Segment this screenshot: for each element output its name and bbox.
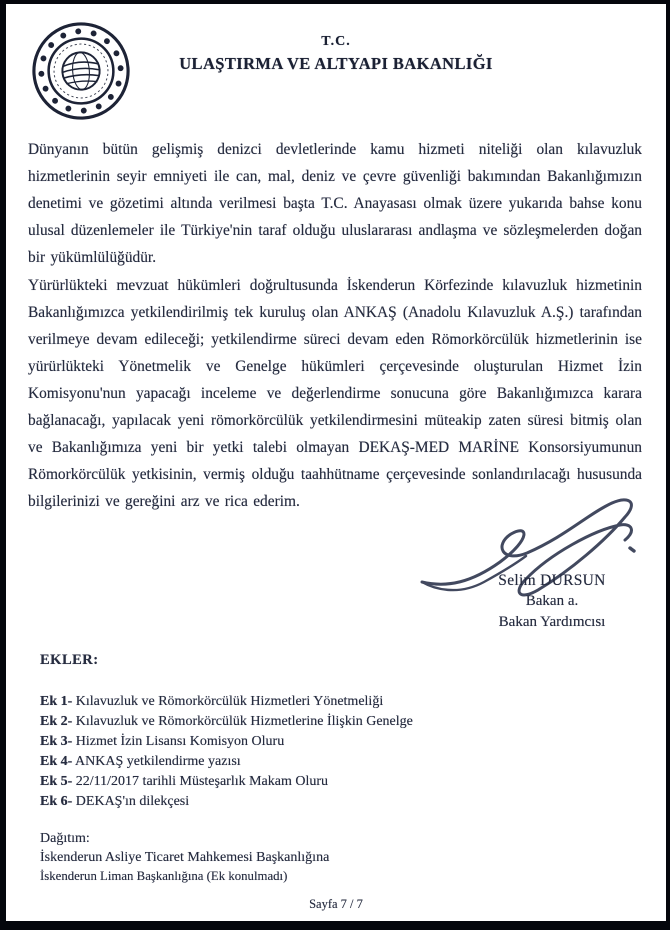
attachment-item [40, 792, 413, 812]
attachment-label: Ek 1- [40, 694, 73, 709]
signer-title-1: Bakan a. [525, 593, 579, 609]
ministry-title: ULAŞTIRMA VE ALTYAPI BAKANLIĞI [179, 54, 493, 73]
attachment-item [40, 732, 413, 752]
attachment-label: Ek 2- [40, 714, 73, 729]
distribution-line: İskenderun Liman Başkanlığına (Ek konulmadı) [40, 869, 288, 883]
attachment-item [40, 772, 413, 792]
attachment-text: 22/11/2017 tarihli Müsteşarlık Makam Oluru [75, 774, 329, 789]
attachments-list [40, 692, 413, 812]
attachment-text: DEKAŞ'ın dilekçesi [75, 794, 190, 809]
distribution-line: İskenderun Asliye Ticaret Mahkemesi Başkanlığına [40, 849, 330, 865]
attachment-text: Kılavuzluk ve Römorkörcülük Hizmetlerine İlişkin Genelge [75, 714, 413, 729]
attachment-text: Hizmet İzin Lisansı Komisyon Oluru [75, 734, 285, 749]
attachment-item [40, 712, 413, 732]
distribution-block [40, 830, 329, 886]
letterhead [6, 34, 666, 74]
attachment-item [40, 752, 413, 772]
body-paragraph-2: Yürürlükteki mevzuat hükümleri doğrultusunda İskenderun Körfezinde kılavuzluk hizmetinin Bakanlığımızca yetkilendirilmiş tek kuruluş olan ANKAŞ (Anadolu Kılavuzluk A.Ş.) tarafından verilmeye devam edileceği; yetkilendirme süreci devam eden Römorkörcülük hizmetlerinin ise yürürlükteki Yönetmelik ve Genelge hükümleri çerçevesinde oluşturulan Hizmet İzin Komisyonu'nun yapacağı inceleme ve değerlendirme sonucuna göre Bakanlığımızca karara bağlanacağı, yapılacak yeni römorkörcülük yetkilendirmesini müteakip zaten süresi bitmiş olan ve Bakanlığımıza yeni bir yetki talebi olmayan DEKAŞ-MED MARİNE Konsorsiyumunun Römorkörcülük yetkisinin, vermiş olduğu taahhütname çerçevesinde sonlandırılacağı hususunda bilgilerinizi ve gereğini arz ve rica ederim. [28, 277, 642, 510]
attachment-label: Ek 4- [40, 754, 73, 769]
attachment-text: ANKAŞ yetkilendirme yazısı [75, 754, 241, 769]
body-paragraph-1: Dünyanın bütün gelişmiş denizci devletlerinde kamu hizmeti niteliği olan kılavuzluk hizmetlerinin seyir emniyeti ile can, mal, deniz ve çevre güvenliği bakımından Bakanlığımızın denetimi ve gözetimi altında verilmesi başta T.C. Anayasası olmak üzere yukarıda bahse konu ulusal düzenlemeler ile Türkiye'nin taraf olduğu uluslararası andlaşma ve sözleşmelerden doğan bir yükümlülüğüdür. [28, 141, 642, 266]
signer-title-2: Bakan Yardımcısı [498, 614, 606, 630]
document-page [6, 4, 666, 921]
attachments-heading: EKLER: [40, 652, 99, 668]
attachment-label: Ek 3- [40, 734, 73, 749]
signature-block [436, 570, 668, 633]
attachment-label: Ek 5- [40, 774, 73, 789]
attachment-label: Ek 6- [40, 794, 73, 809]
attachment-text: Kılavuzluk ve Römorkörcülük Hizmetleri Yönetmeliği [75, 694, 384, 709]
page-number: Sayfa 7 / 7 [309, 897, 363, 911]
republic-abbrev: T.C. [321, 34, 351, 49]
distribution-heading: Dağıtım: [40, 831, 90, 846]
signer-name: Selim DURSUN [498, 572, 606, 589]
attachment-item [40, 692, 413, 712]
